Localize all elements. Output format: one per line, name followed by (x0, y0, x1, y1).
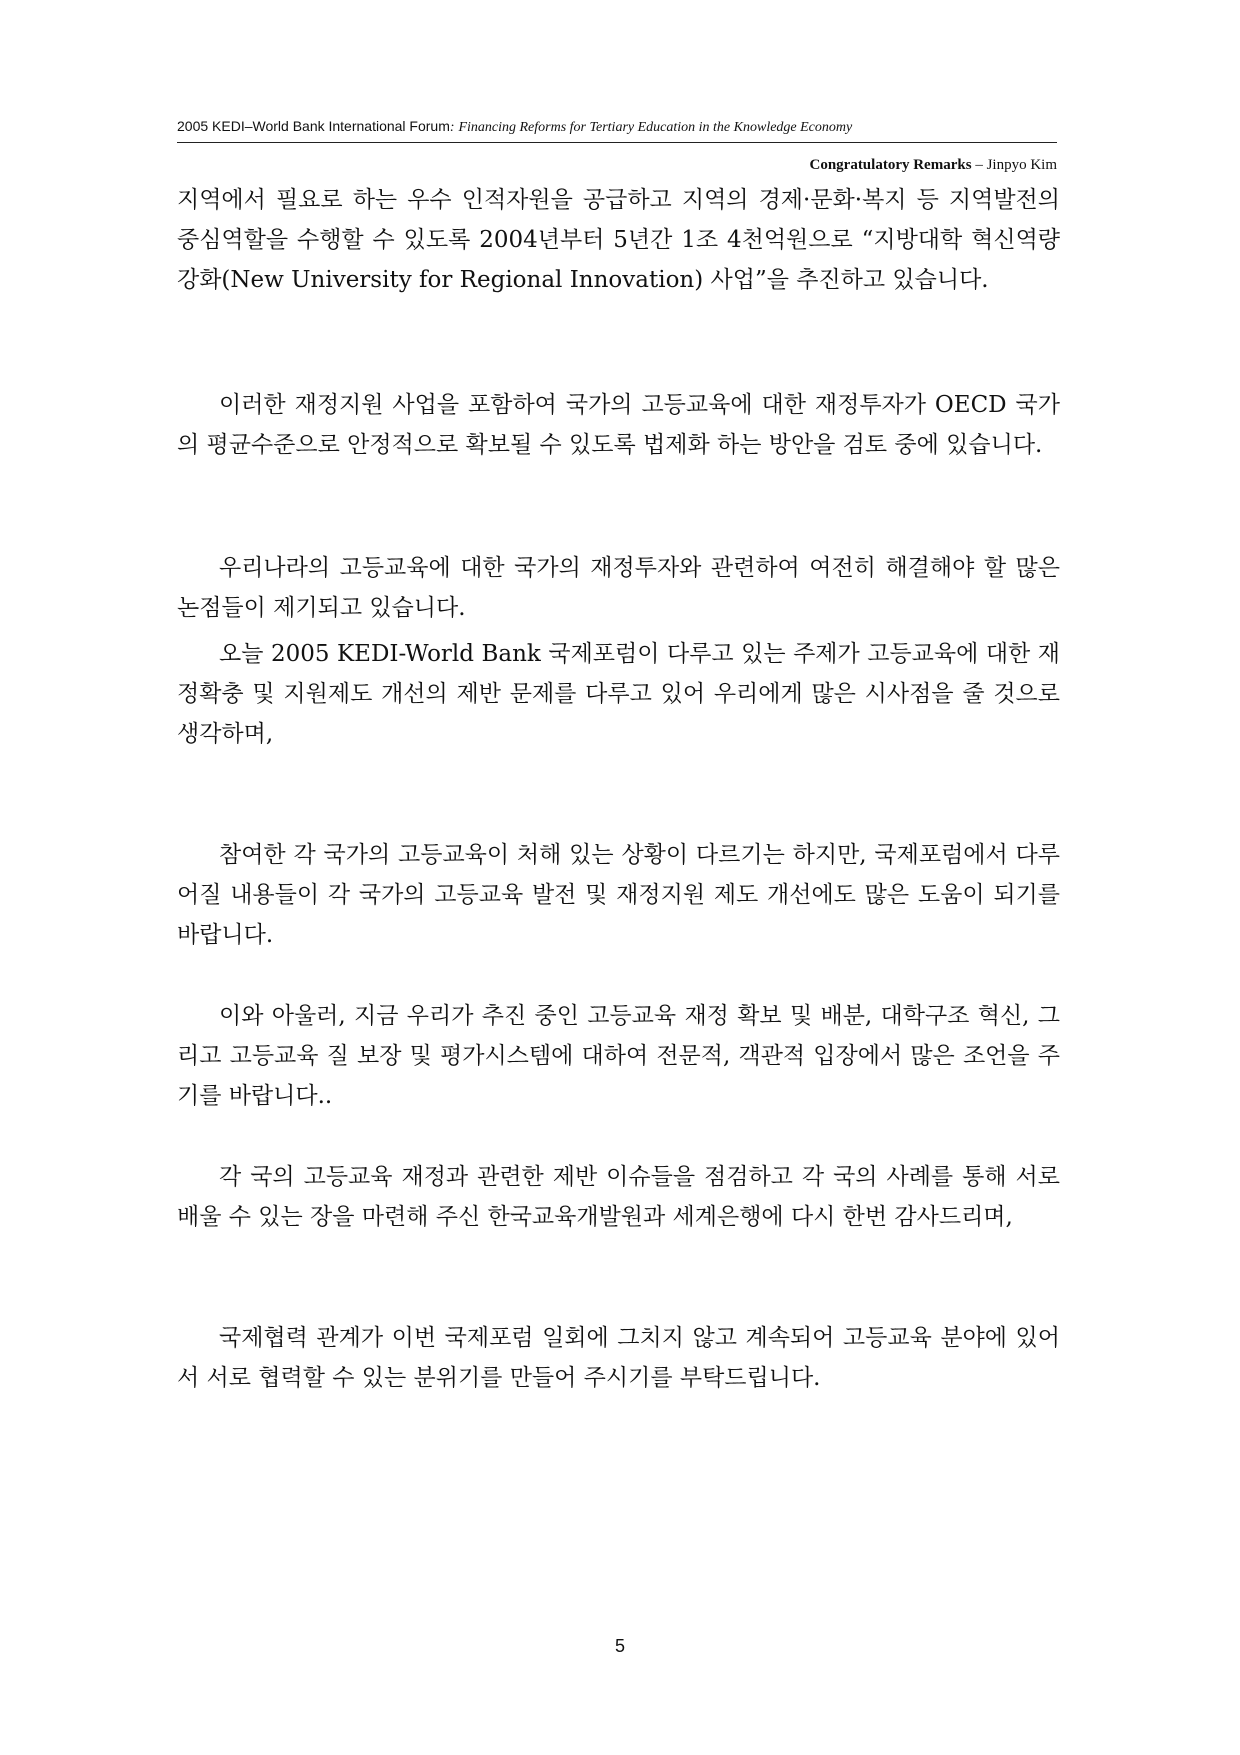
body-block-8 (177, 1318, 1060, 1398)
page-number: 5 (614, 1636, 625, 1656)
header-separator: : (449, 120, 455, 135)
section-author: Jinpyo Kim (986, 157, 1057, 173)
body-block-7 (177, 1157, 1060, 1237)
body-block-4 (177, 634, 1060, 754)
header-rule (177, 142, 1057, 143)
body-block-5 (177, 835, 1060, 955)
section-title: Congratulatory Remarks (809, 157, 972, 173)
section-label (809, 157, 1057, 174)
body-block-6 (177, 996, 1060, 1116)
body-block-1 (177, 180, 1060, 300)
running-header (177, 118, 1057, 136)
paragraph: 오늘 2005 KEDI-World Bank 국제포럼이 다루고 있는 주제가 고등교육에 대한 재정확충 및 지원제도 개선의 제반 문제를 다루고 있어 우리에게 많은 시사점을 줄 것으로 생각하며, (177, 641, 1060, 747)
paragraph: 이러한 재정지원 사업을 포함하여 국가의 고등교육에 대한 재정투자가 OECD 국가의 평균수준으로 안정적으로 확보될 수 있도록 법제화 하는 방안을 검토 중에 있습니다. (177, 392, 1060, 458)
paragraph: 각 국의 고등교육 재정과 관련한 제반 이슈들을 점검하고 각 국의 사례를 통해 서로 배울 수 있는 장을 마련해 주신 한국교육개발원과 세계은행에 다시 한번 감사드리며, (177, 1164, 1060, 1230)
paragraph: 우리나라의 고등교육에 대한 국가의 재정투자와 관련하여 여전히 해결해야 할 많은 논점들이 제기되고 있습니다. (177, 555, 1060, 621)
paragraph: 이와 아울러, 지금 우리가 추진 중인 고등교육 재정 확보 및 배분, 대학구조 혁신, 그리고 고등교육 질 보장 및 평가시스템에 대하여 전문적, 객관적 입장에서 많은 조언을 주기를 바랍니다.. (177, 1003, 1060, 1109)
section-dash: – (975, 157, 983, 173)
paragraph: 참여한 각 국가의 고등교육이 처해 있는 상황이 다르기는 하지만, 국제포럼에서 다루어질 내용들이 각 국가의 고등교육 발전 및 재정지원 제도 개선에도 많은 도움이 되기를 바랍니다. (177, 842, 1060, 948)
body-block-2 (177, 385, 1060, 465)
forum-subtitle: Financing Reforms for Tertiary Education in the Knowledge Economy (458, 120, 853, 135)
body-block-3 (177, 548, 1060, 628)
paragraph: 국제협력 관계가 이번 국제포럼 일회에 그치지 않고 계속되어 고등교육 분야에 있어서 서로 협력할 수 있는 분위기를 만들어 주시기를 부탁드립니다. (177, 1325, 1060, 1391)
forum-title: 2005 KEDI–World Bank International Forum (177, 118, 450, 134)
paragraph: 지역에서 필요로 하는 우수 인적자원을 공급하고 지역의 경제·문화·복지 등 지역발전의 중심역할을 수행할 수 있도록 2004년부터 5년간 1조 4천억원으로 “지방대학 혁신역량 강화(New University for Regional Innovation) 사업”을 추진하고 있습니다. (177, 187, 1060, 293)
